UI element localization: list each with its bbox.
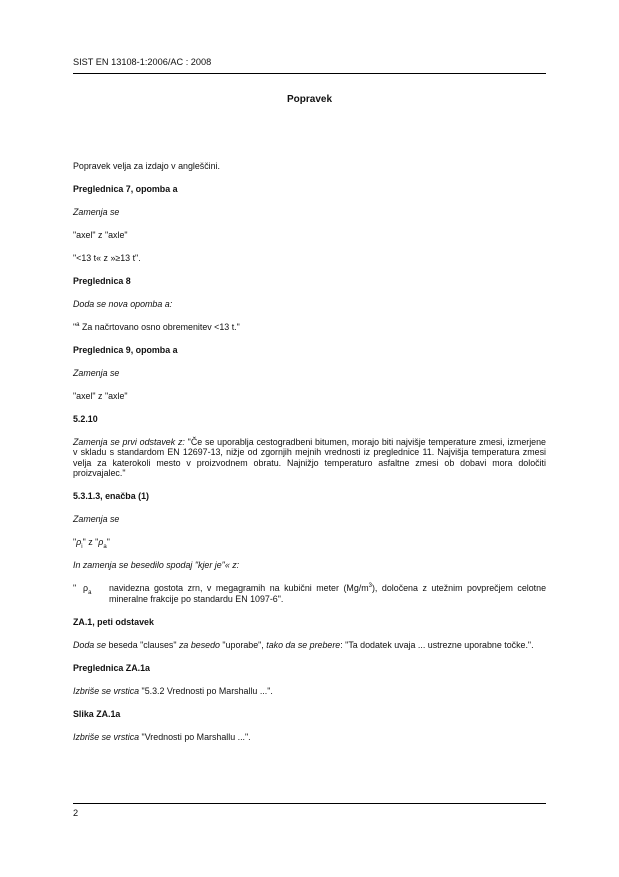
formula-symbol-replacement: "$\rho_i$" z "$\rho_a$" (73, 537, 110, 550)
instruction-text: Zamenja se (73, 207, 120, 217)
section-heading: Preglednica 9, opomba a (73, 345, 178, 355)
header-rule (73, 73, 546, 74)
page-number: 2 (73, 808, 79, 818)
symbol-definition: " $\rho_a$ navidezna gostota zrn, v megagramih na kubični meter $(Mg/m^3)$, določena z utežnim povprečjem celotne mineralne frakcije po standardu EN 1097-6". (73, 583, 547, 604)
instruction-text: Zamenja se (73, 368, 120, 378)
section-heading: 5.3.1.3, enačba (1) (73, 491, 149, 502)
instruction-text: Doda se nova opomba a: (73, 299, 173, 309)
instruction-text: Zamenja se (73, 514, 120, 525)
addition-paragraph: Doda se beseda "clauses" za besedo "uporabe", tako da se prebere: "Ta dodatek uvaja ... ustrezne uporabne točke.". (73, 639, 534, 650)
replacement-paragraph: Zamenja se prvi odstavek z: "Če se uporablja cestogradbeni bitumen, morajo biti najvišje temperature zmesi, izmerjene v skladu s standardom EN 12697-13, nižje od zgornjih mejnih vrednosti iz preglednice 11. Najvišja temperatura zmesi velja za katerokoli mesto v proizvodnem obratu. Najnižjo temperaturo asfaltne zmesi ob dobavi mora določiti proizvajalec." (73, 437, 546, 479)
replacement-line: "axel" z "axle" (73, 391, 128, 401)
note-line: "$^a$ Za načrtovano osno obremenitev <13 t." (73, 322, 240, 332)
section-heading: Preglednica 7, opomba a (73, 184, 178, 194)
document-page (73, 0, 546, 877)
replacement-line: "<13 t« z »≥13 t". (73, 253, 141, 263)
deletion-line: Izbriše se vrstica "Vrednosti po Marshallu ...". (73, 731, 251, 742)
document-id-header: SIST EN 13108-1:2006/AC : 2008 (73, 57, 212, 67)
document-body (73, 161, 546, 755)
section-heading: 5.2.10 (73, 414, 98, 424)
footer-rule (73, 803, 546, 804)
section-heading: Slika ZA.1a (73, 708, 121, 719)
section-heading: Preglednica 8 (73, 276, 131, 286)
intro-paragraph: Popravek velja za izdajo v angleščini. (73, 161, 221, 171)
section-heading: ZA.1, peti odstavek (73, 616, 154, 627)
instruction-text: In zamenja se besedilo spodaj "kjer je"« z: (73, 560, 240, 571)
replacement-line: "axel" z "axle" (73, 230, 128, 240)
deletion-line: Izbriše se vrstica "5.3.2 Vrednosti po Marshallu ...". (73, 685, 273, 696)
section-heading: Preglednica ZA.1a (73, 662, 150, 673)
page-title: Popravek (286, 94, 333, 105)
